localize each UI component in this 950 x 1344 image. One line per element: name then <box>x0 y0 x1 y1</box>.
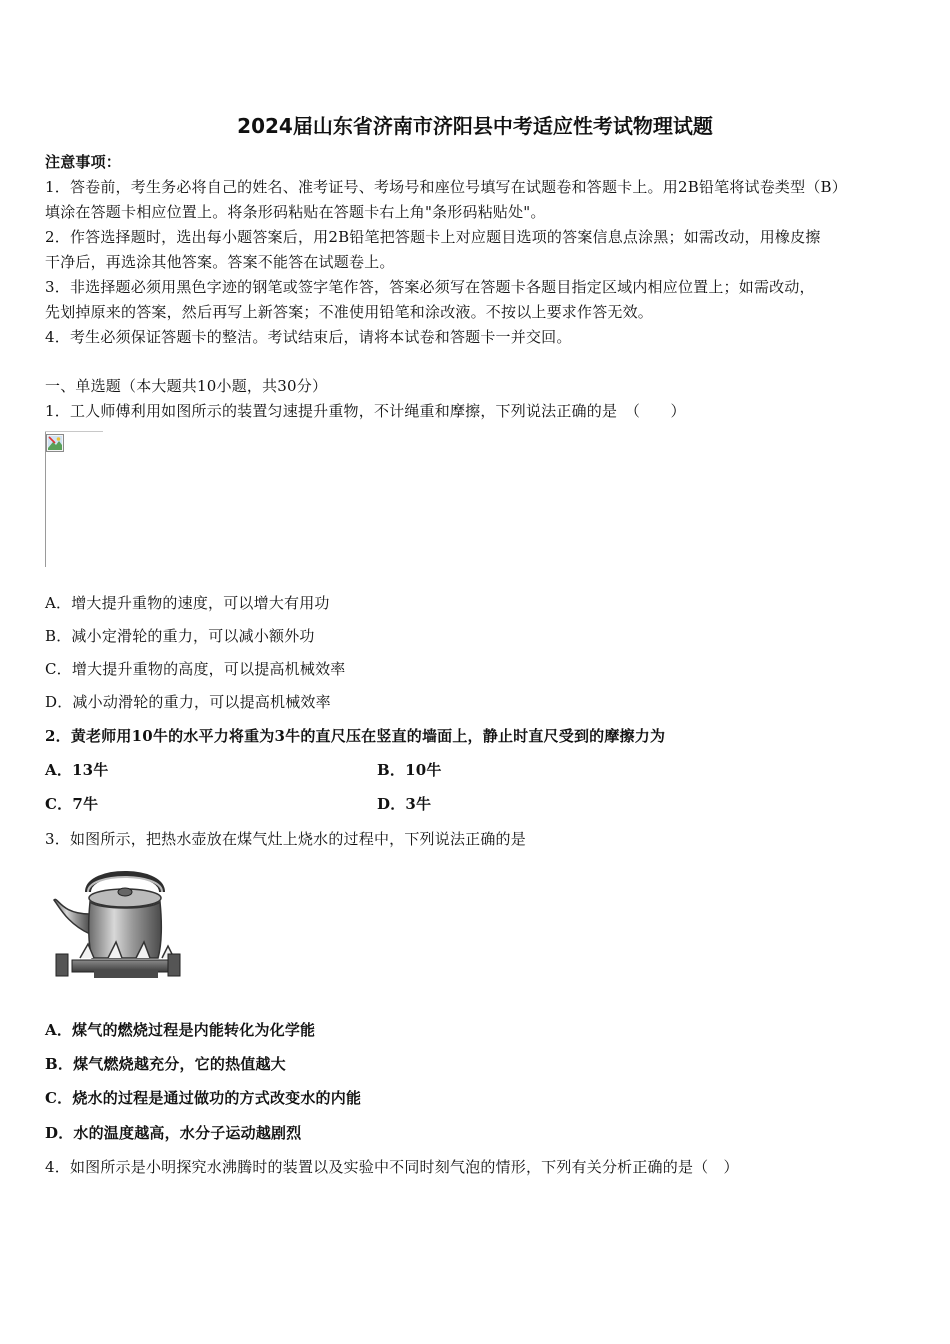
question-2-option-d: D．3牛 <box>377 795 432 813</box>
notice-heading: 注意事项： <box>45 153 122 171</box>
question-2-stem: 2．黄老师用10牛的水平力将重为3牛的直尺压在竖直的墙面上，静止时直尺受到的摩擦力为 <box>45 727 666 745</box>
notice-line: 2．作答选择题时，选出每小题答案后，用2B铅笔把答题卡上对应题目选项的答案信息点涂黑；如需改动，用橡皮擦 <box>45 228 821 246</box>
question-2-option-a: A．13牛 <box>45 761 109 779</box>
broken-image-placeholder <box>45 431 103 567</box>
kettle-on-stove-illustration <box>50 862 186 988</box>
section-heading: 一、单选题（本大题共10小题，共30分） <box>45 377 328 395</box>
notice-line: 3．非选择题必须用黑色字迹的钢笔或签字笔作答，答案必须写在答题卡各题目指定区域内相应位置上；如需改动， <box>45 278 815 296</box>
question-3-option-a: A．煤气的燃烧过程是内能转化为化学能 <box>45 1021 316 1039</box>
page-title: 2024届山东省济南市济阳县中考适应性考试物理试题 <box>237 114 713 138</box>
question-1-option-a: A．增大提升重物的速度，可以增大有用功 <box>45 594 330 612</box>
notice-line: 1．答卷前，考生务必将自己的姓名、准考证号、考场号和座位号填写在试题卷和答题卡上。用2B铅笔将试卷类型（B） <box>45 178 847 196</box>
question-4-stem: 4．如图所示是小明探究水沸腾时的装置以及实验中不同时刻气泡的情形，下列有关分析正确的是（ ） <box>45 1158 739 1176</box>
notice-line: 4．考生必须保证答题卡的整洁。考试结束后，请将本试卷和答题卡一并交回。 <box>45 328 572 346</box>
question-2-option-b: B．10牛 <box>377 761 442 779</box>
notice-line: 干净后，再选涂其他答案。答案不能答在试题卷上。 <box>45 253 395 271</box>
question-3-option-b: B．煤气燃烧越充分，它的热值越大 <box>45 1055 286 1073</box>
question-1-option-d: D．减小动滑轮的重力，可以提高机械效率 <box>45 693 331 711</box>
question-1-option-c: C．增大提升重物的高度，可以提高机械效率 <box>45 660 346 678</box>
question-3-option-d: D．水的温度越高，水分子运动越剧烈 <box>45 1124 302 1142</box>
broken-image-icon <box>46 434 64 452</box>
question-2-option-c: C．7牛 <box>45 795 99 813</box>
question-3-stem: 3．如图所示，把热水壶放在煤气灶上烧水的过程中，下列说法正确的是 <box>45 830 526 848</box>
question-1-option-b: B．减小定滑轮的重力，可以减小额外功 <box>45 627 315 645</box>
question-1-stem: 1．工人师傅利用如图所示的装置匀速提升重物，不计绳重和摩擦，下列说法正确的是 （ ） <box>45 402 686 420</box>
notice-line: 先划掉原来的答案，然后再写上新答案；不准使用铅笔和涂改液。不按以上要求作答无效。 <box>45 303 654 321</box>
notice-line: 填涂在答题卡相应位置上。将条形码粘贴在答题卡右上角"条形码粘贴处"。 <box>45 203 546 221</box>
question-3-option-c: C．烧水的过程是通过做功的方式改变水的内能 <box>45 1089 362 1107</box>
